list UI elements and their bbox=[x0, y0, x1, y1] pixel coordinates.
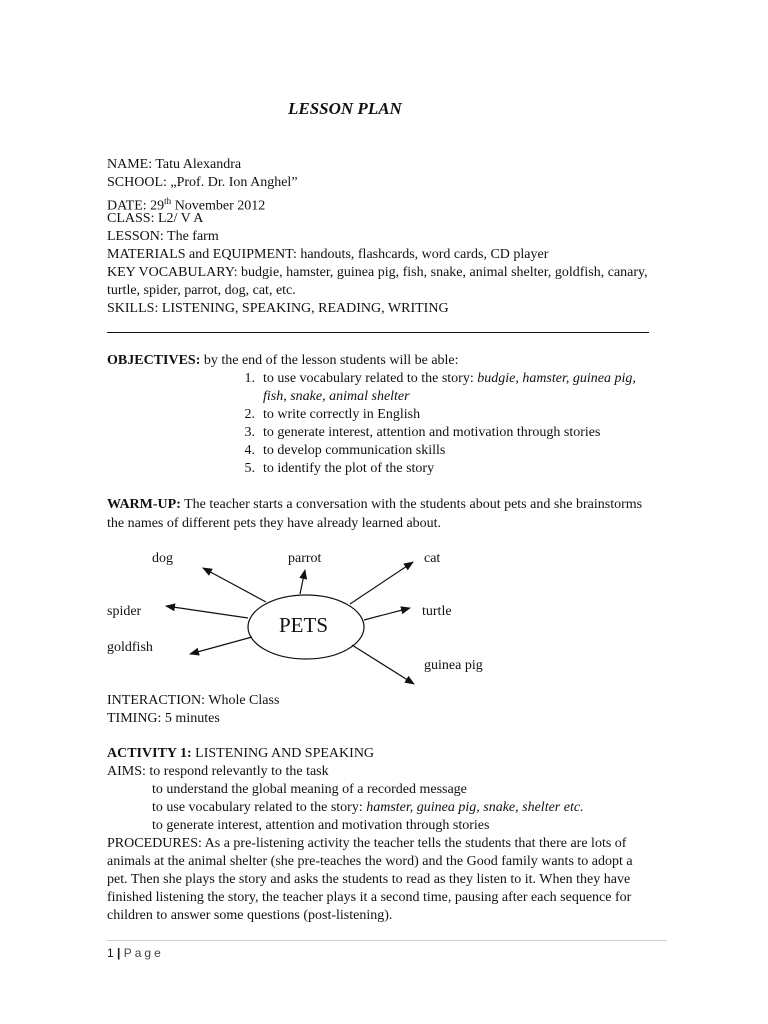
date-prefix: DATE: 29 bbox=[107, 198, 165, 214]
page-footer bbox=[107, 944, 164, 962]
objective-num: 1. bbox=[244, 371, 255, 386]
page-number: 1 bbox=[107, 946, 114, 960]
aim3-italic: hamster, guinea pig, snake, shelter etc. bbox=[366, 800, 584, 815]
objective-text: to write correctly in English bbox=[263, 407, 421, 422]
objective-text: to identify the plot of the story bbox=[263, 461, 435, 476]
arrow-guinea-pig bbox=[352, 645, 414, 684]
pet-label-spider: spider bbox=[107, 604, 142, 619]
date-sup: th bbox=[164, 196, 172, 206]
arrow-dog bbox=[203, 568, 266, 602]
arrow-cat bbox=[350, 562, 413, 604]
procedures-line-1: PROCEDURES: As a pre-listening activity the teacher tells the students that there are lots of bbox=[107, 836, 627, 851]
skills-line: SKILLS: LISTENING, SPEAKING, READING, WRITING bbox=[107, 301, 449, 316]
aims-line-4: to generate interest, attention and motivation through stories bbox=[152, 818, 490, 833]
arrow-goldfish bbox=[190, 637, 252, 654]
objective-text: to generate interest, attention and motivation through stories bbox=[263, 425, 601, 440]
materials-line: MATERIALS and EQUIPMENT: handouts, flashcards, word cards, CD player bbox=[107, 247, 549, 262]
class-line: CLASS: L2/ V A bbox=[107, 211, 204, 226]
timing-line: TIMING: 5 minutes bbox=[107, 711, 220, 726]
procedures-line-4: finished listening the story, the teacher plays it a second time, pausing after each sequence for bbox=[107, 890, 632, 905]
objective-text: to develop communication skills bbox=[263, 443, 446, 458]
name-line: NAME: Tatu Alexandra bbox=[107, 157, 242, 172]
vocab-line-1: KEY VOCABULARY: budgie, hamster, guinea pig, fish, snake, animal shelter, goldfish, canary, bbox=[107, 265, 648, 280]
date-suffix: November 2012 bbox=[171, 198, 266, 214]
objective-italic-cont: fish, snake, animal shelter bbox=[263, 389, 410, 404]
pet-label-cat: cat bbox=[424, 551, 441, 566]
activity1-label: ACTIVITY 1: bbox=[107, 746, 192, 761]
warmup-label: WARM-UP: bbox=[107, 497, 181, 512]
arrow-parrot bbox=[300, 570, 305, 594]
objective-num: 5. bbox=[244, 461, 255, 476]
footer-divider bbox=[107, 940, 667, 941]
warmup-line-2: the names of different pets they have already learned about. bbox=[107, 516, 442, 531]
arrow-turtle bbox=[364, 608, 410, 620]
interaction-line: INTERACTION: Whole Class bbox=[107, 693, 280, 708]
pet-label-turtle: turtle bbox=[422, 604, 452, 619]
pet-label-goldfish: goldfish bbox=[107, 640, 153, 655]
arrow-spider bbox=[166, 606, 248, 618]
aims-line-1: AIMS: to respond relevantly to the task bbox=[107, 764, 329, 779]
page-title: LESSON PLAN bbox=[288, 99, 402, 118]
activity1-title: LISTENING AND SPEAKING bbox=[191, 746, 375, 761]
aim3-text: to use vocabulary related to the story: bbox=[152, 800, 367, 815]
objective-num: 3. bbox=[244, 425, 255, 440]
procedures-line-2: animals at the animal shelter (she pre-teaches the word) and the Good family wants to adopt a bbox=[107, 854, 633, 869]
page-separator: | bbox=[113, 946, 124, 960]
procedures-line-3: pet. Then she plays the story and asks the students to read as they listen to it. When they have bbox=[107, 872, 631, 887]
school-line: SCHOOL: „Prof. Dr. Ion Anghel” bbox=[107, 175, 298, 190]
warmup-text: The teacher starts a conversation with the students about pets and she brainstorms bbox=[180, 497, 643, 512]
activity1-heading bbox=[107, 745, 374, 763]
page-word: Page bbox=[123, 946, 164, 960]
pet-label-guinea-pig: guinea pig bbox=[424, 658, 483, 673]
pets-center-label: PETS bbox=[279, 613, 329, 637]
lesson-line: LESSON: The farm bbox=[107, 229, 219, 244]
aims-line-2: to understand the global meaning of a recorded message bbox=[152, 782, 467, 797]
objectives-label: OBJECTIVES: bbox=[107, 353, 201, 368]
objective-text: to use vocabulary related to the story: bbox=[263, 371, 478, 386]
aims-line-3 bbox=[152, 799, 584, 817]
procedures-line-5: children to answer some questions (post-listening). bbox=[107, 908, 393, 923]
objective-num: 4. bbox=[244, 443, 255, 458]
objective-italic: budgie, hamster, guinea pig, bbox=[477, 371, 636, 386]
objectives-intro: by the end of the lesson students will be able: bbox=[200, 353, 459, 368]
objective-num: 2. bbox=[244, 407, 255, 422]
vocab-line-2: turtle, spider, parrot, dog, cat, etc. bbox=[107, 283, 296, 298]
pet-label-dog: dog bbox=[152, 551, 173, 566]
pet-label-parrot: parrot bbox=[288, 551, 322, 566]
